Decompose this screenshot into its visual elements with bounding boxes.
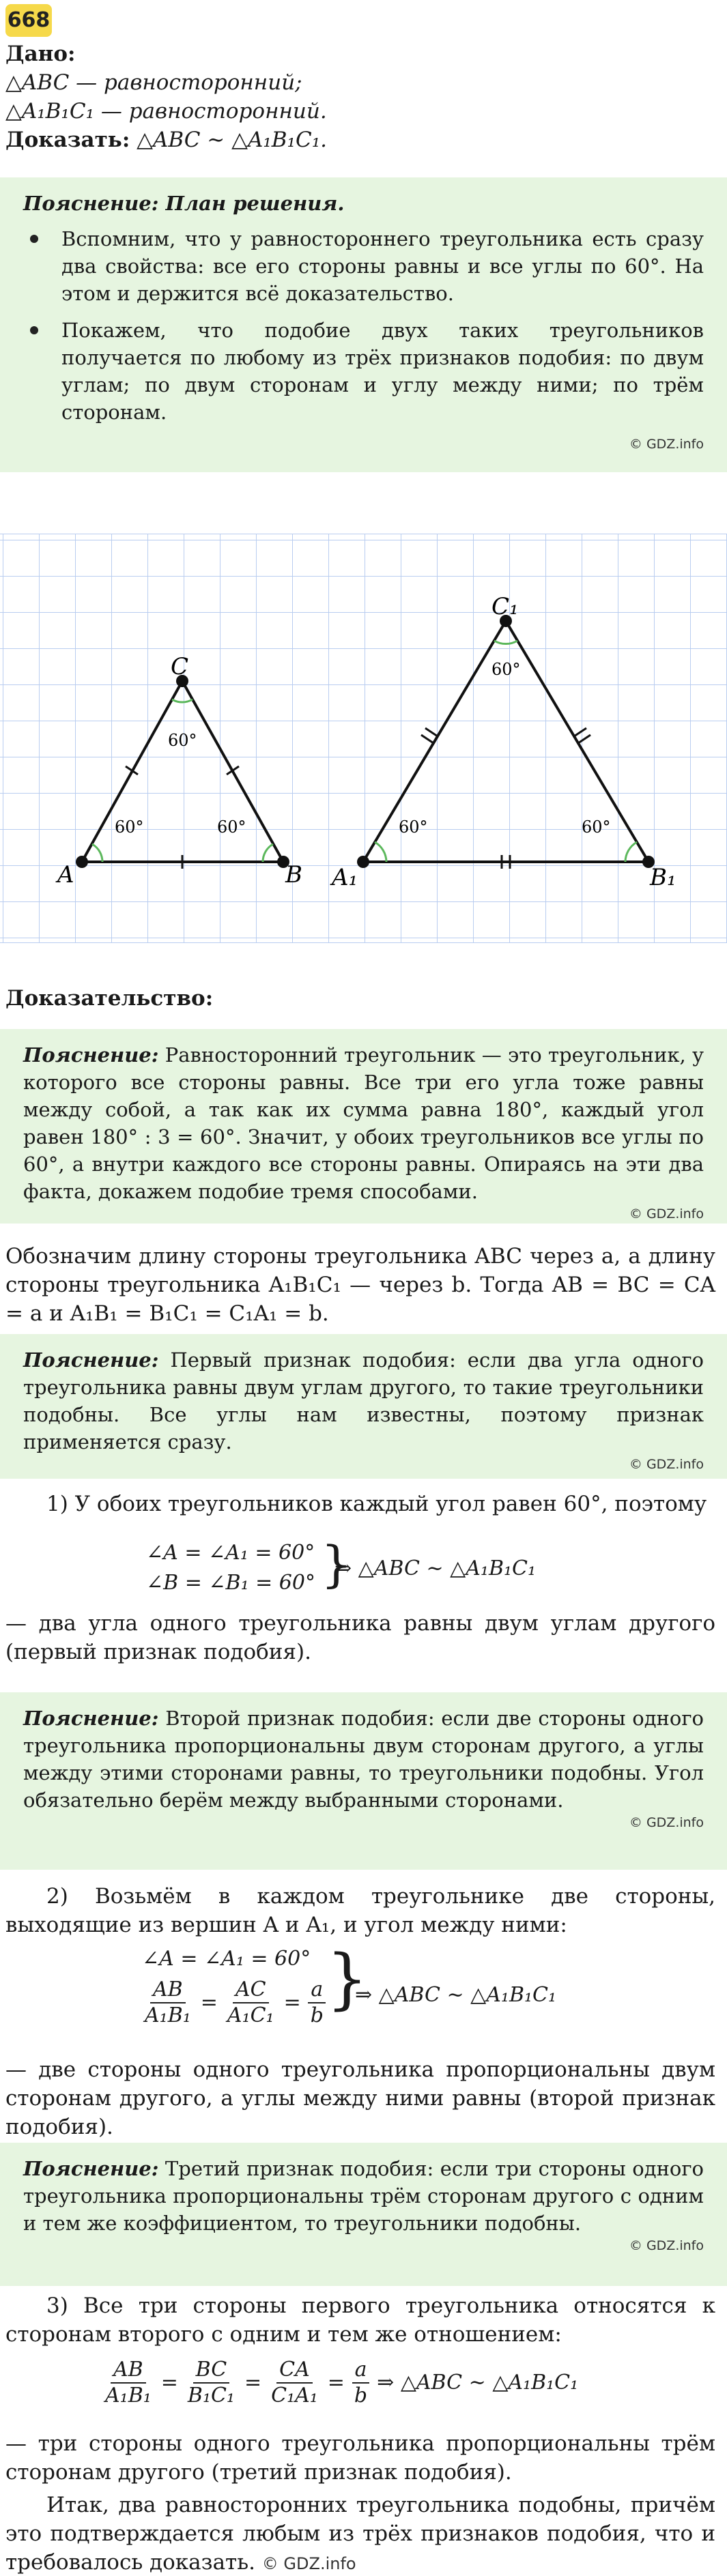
box2-body [23,1041,704,1205]
given-line-2: △A₁B₁C₁ — равносторонний. [5,99,327,124]
angle-arc-c1 [494,641,517,644]
angle-arc-b [263,844,273,862]
step3-result: ⇒ △ABC ∼ △A₁B₁C₁ [377,2371,579,2394]
frac-num: a [308,1978,326,2003]
given-label: Дано: [5,42,76,66]
equals: = [244,2371,262,2394]
box3-head: Пояснение: [23,1348,159,1372]
step1-brace: } [321,1535,352,1593]
frac-den: B₁C₁ [187,2384,235,2407]
step2-result: ⇒ △ABC ∼ △A₁B₁C₁ [355,1983,556,2007]
explanation-box-3 [0,1334,727,1479]
explanation-box-4 [0,1692,727,1870]
box2-text: Равносторонний треугольник — это треугольник, у которого все стороны равны. Все три его угла тоже равны между собой, а так как их сумма равна 180°, каждый угол равен 180° : 3 = 60°. Значит, у обоих треугольников все углы по 60°, а внутри каждого все стороны равны. Опираясь на эти два факта, докажем подобие тремя способами. [23,1043,704,1203]
triangles-svg [0,534,727,944]
frac-den: b [354,2384,368,2407]
step1-system [146,1539,315,1599]
tick-a1c1-2 [425,728,438,736]
label-a1: A₁ [332,864,358,891]
step3-intro: 3) Все три стороны первого треугольника относятся к сторонам второго с одним и тем же отношением: [5,2293,715,2347]
frac-num: AB [111,2358,146,2384]
step2-intro: 2) Возьмём в каждом треугольнике две стороны, выходящие из вершин A и A₁, и угол между ними: [5,1884,715,1937]
frac-num: AB [150,1978,186,2003]
frac-den: b [310,2003,324,2027]
label-a: A [57,861,74,888]
frac-den: A₁B₁ [105,2384,152,2407]
step1-after: — два угла одного треугольника равны двум углам другого (первый признак подобия). [5,1611,715,1664]
angle-label-c: 60° [168,731,197,750]
angle-arc-c [172,699,193,702]
step2-system [142,1945,326,2028]
plan-bullet-2: Покажем, что подобие двух таких треугольников получается по любому из трёх признаков подобия: по двум углам; по двум сторонам и углу между ними; по трём сторонам. [23,317,704,426]
vertex-a [76,856,88,868]
given-section [5,40,715,154]
box5-head: Пояснение: [23,2157,159,2180]
angle-label-b1: 60° [582,817,611,837]
frac-num: CA [276,2358,313,2384]
explanation-box-5 [0,2143,727,2286]
step3-frac-4 [352,2358,370,2408]
copyright: © GDZ.info [629,437,704,452]
tick-b1c1-2 [574,728,586,736]
step2-frac-3 [308,1978,326,2028]
final-copyright: © GDZ.info [261,2554,356,2573]
step3-frac-3 [268,2358,321,2408]
prove-label: Доказать: [5,128,130,152]
step1-intro: 1) У обоих треугольников каждый угол равен 60°, поэтому [46,1492,707,1516]
frac-num: BC [193,2358,230,2384]
label-b: B [285,861,302,888]
step2-brace: } [326,1941,369,2017]
explanation-box-2 [0,1029,727,1224]
equals: = [200,1991,218,2014]
equals: = [327,2371,345,2394]
angle-label-a: 60° [115,817,144,837]
step2-eq1: ∠A = ∠A₁ = 60° [142,1947,311,1971]
problem-number-badge: 668 [5,4,52,37]
frac-den: C₁A₁ [271,2384,318,2407]
triangles-figure [0,534,727,943]
proof-label: Доказательство: [5,986,214,1011]
step1-result: ⇒ △ABC ∼ △A₁B₁C₁ [334,1557,536,1580]
plan-head: Пояснение: План решения. [23,192,345,215]
box5-body [23,2155,704,2237]
box3-body [23,1346,704,1456]
step2-frac-2 [225,1978,277,2028]
angle-arc-a [92,844,102,862]
angle-arc-a1 [375,842,386,862]
equals: = [283,1991,301,2014]
step2-after: — две стороны одного треугольника пропорциональны двум сторонам другого, а углы между ними равны (второй признак подобия). [5,2057,715,2139]
step2-frac-1 [142,1978,194,2028]
prove-statement: △ABC ∼ △A₁B₁C₁. [137,128,327,152]
plan-bullet-1: Вспомним, что у равностороннего треугольника есть сразу два свойства: все его стороны равны и все углы по 60°. На этом и держится всё доказательство. [23,225,704,307]
box4-body [23,1705,704,1814]
label-c: C [171,653,189,680]
conclusion-text: Итак, два равносторонних треугольника подобны, причём это подтверждается любым из трёх признаков подобия, что и требовалось доказать. [5,2493,715,2575]
equals: = [160,2371,178,2394]
conclusion [5,2491,715,2576]
angle-label-c1: 60° [491,660,521,679]
step3-equation [102,2358,578,2408]
angle-arc-b1 [625,842,637,862]
angle-label-a1: 60° [399,817,428,837]
box4-text: Второй признак подобия: если две стороны одного треугольника пропорциональны двум сторонам другого, а углы между этими сторонами равны, то треугольники подобны. Угол обязательно берём между выбранными сторонами. [23,1707,704,1812]
label-c1: C₁ [491,593,519,620]
copyright: © GDZ.info [629,1457,704,1472]
given-line-1: △ABC — равносторонний; [5,70,302,95]
step1-eq2: ∠B = ∠B₁ = 60° [146,1571,315,1595]
paragraph-notation: Обозначим длину стороны треугольника ABC через a, а длину стороны треугольника A₁B₁C₁ — через b. Тогда AB = BC = CA = a и A₁B₁ = B₁C₁ = C₁A₁ = b. [5,1244,715,1326]
step3-after: — три стороны одного треугольника пропорциональны трём сторонам другого (третий признак подобия). [5,2431,715,2485]
tick-b1c1-1 [578,735,590,743]
box2-head: Пояснение: [23,1043,159,1067]
box4-head: Пояснение: [23,1707,159,1730]
box5-text: Третий признак подобия: если три стороны одного треугольника пропорциональны трём сторонам другого с одним и тем же коэффициентом, то треугольники подобны. [23,2157,704,2235]
label-b1: B₁ [650,864,676,891]
plan-explanation-box [0,177,727,472]
step1-eq1: ∠A = ∠A₁ = 60° [146,1541,315,1565]
angle-label-b: 60° [217,817,246,837]
copyright: © GDZ.info [629,1815,704,1830]
vertex-a1 [357,856,369,868]
box3-text: Первый признак подобия: если два угла одного треугольника равны двум углам другого, то такие треугольники подобны. Все углы нам известны, поэтому признак применяется сразу. [23,1348,704,1453]
copyright: © GDZ.info [629,1206,704,1221]
prove-line [5,126,715,154]
frac-den: A₁B₁ [145,2003,191,2027]
copyright: © GDZ.info [629,2238,704,2253]
triangle-abc [82,681,283,862]
frac-den: A₁C₁ [227,2003,274,2027]
step3-frac-1 [102,2358,154,2408]
frac-num: a [352,2358,370,2384]
step2-eq2 [142,1978,326,2028]
plan-bullets [23,225,704,426]
tick-a1c1-1 [421,735,433,743]
frac-num: AC [233,1978,269,2003]
step3-frac-2 [185,2358,238,2408]
